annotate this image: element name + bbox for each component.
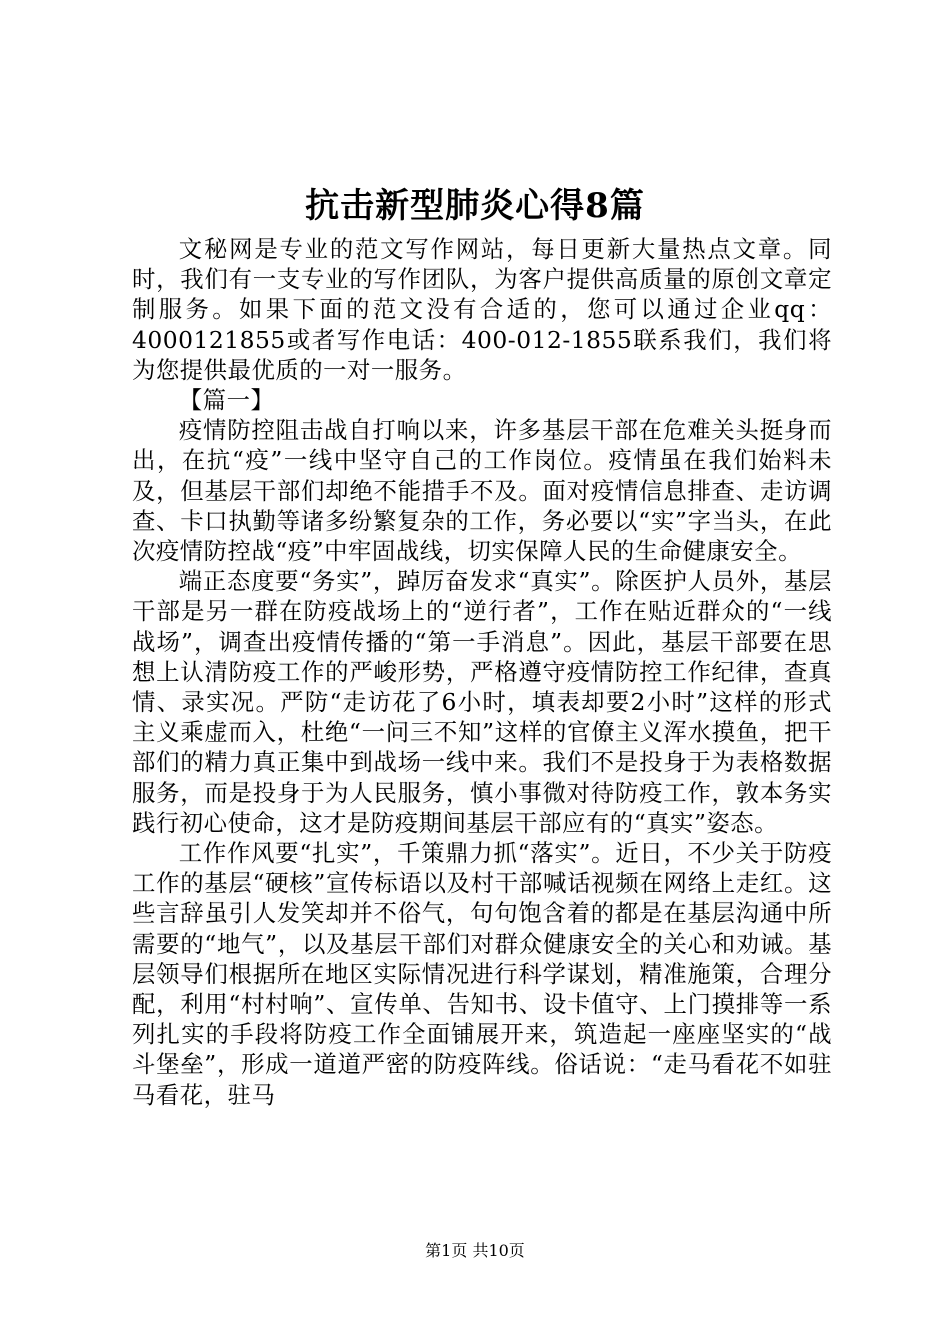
document-body	[132, 234, 832, 1110]
page-number: 第1页 共10页	[425, 1241, 525, 1260]
section-heading: 【篇一】	[178, 386, 275, 415]
body-paragraph: 端正态度要“务实”，踔厉奋发求“真实”。除医护人员外，基层干部是另一群在防疫战场上的“逆行者”，工作在贴近群众的“一线战场”，调查出疫情传播的“第一手消息”。因此，基层干部要在思想上认清防疫工作的严峻形势，严格遵守疫情防控工作纪律，查真情、录实况。严防“走访花了6小时，填表却要2小时”这样的形式主义乘虚而入，杜绝“一问三不知”这样的官僚主义浑水摸鱼，把干部们的精力真正集中到战场一线中来。我们不是投身于为表格数据服务，而是投身于为人民服务，慎小事微对待防疫工作，敦本务实践行初心使命，这才是防疫期间基层干部应有的“真实”姿态。	[132, 567, 832, 837]
body-paragraph: 疫情防控阻击战自打响以来，许多基层干部在危难关头挺身而出，在抗“疫”一线中坚守自己的工作岗位。疫情虽在我们始料未及，但基层干部们却绝不能措手不及。面对疫情信息排查、走访调查、卡口执勤等诸多纷繁复杂的工作，务必要以“实”字当头，在此次疫情防控战“疫”中牢固战线，切实保障人民的生命健康安全。	[132, 416, 832, 566]
body-paragraph: 工作作风要“扎实”，千策鼎力抓“落实”。近日，不少关于防疫工作的基层“硬核”宣传标语以及村干部喊话视频在网络上走红。这些言辞虽引人发笑却并不俗气，句句饱含着的都是在基层沟通中所需要的“地气”，以及基层干部们对群众健康安全的关心和劝诫。基层领导们根据所在地区实际情况进行科学谋划，精准施策，合理分配，利用“村村响”、宣传单、告知书、设卡值守、上门摸排等一系列扎实的手段将防疫工作全面铺展开来，筑造起一座座坚实的“战斗堡垒”，形成一道道严密的防疫阵线。俗话说：“走马看花不如驻马看花，驻马	[132, 839, 832, 1109]
intro-paragraph: 文秘网是专业的范文写作网站，每日更新大量热点文章。同时，我们有一支专业的写作团队，为客户提供高质量的原创文章定制服务。如果下面的范文没有合适的，您可以通过企业qq：4000121855或者写作电话：400-012-1855联系我们，我们将为您提供最优质的一对一服务。	[132, 235, 832, 384]
document-title: 抗击新型肺炎心得8篇	[305, 186, 645, 226]
